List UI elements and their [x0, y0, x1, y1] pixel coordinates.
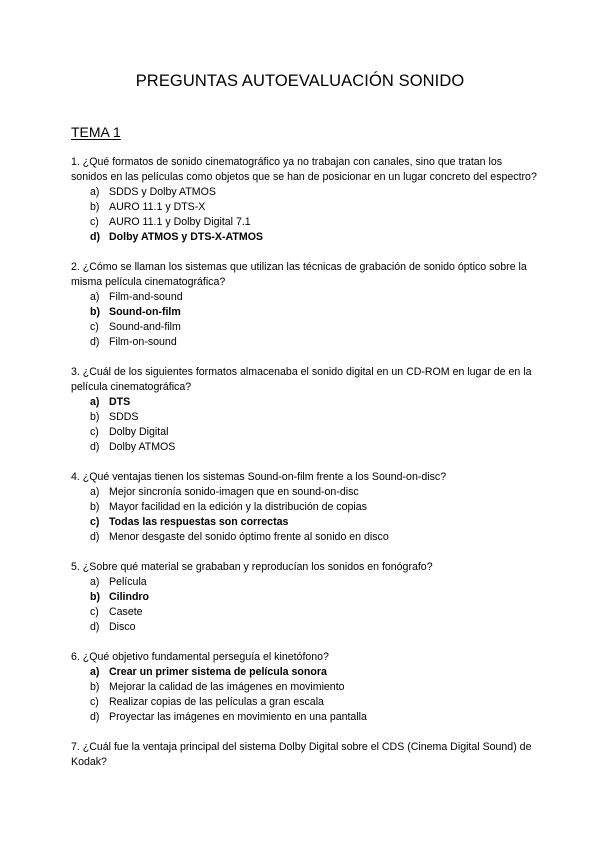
- answer-option: [71, 215, 541, 230]
- answer-option: [71, 440, 541, 455]
- option-letter: b): [90, 306, 100, 318]
- answer-option: [71, 290, 541, 305]
- question-list: [71, 155, 541, 785]
- answer-option: [71, 200, 541, 215]
- answer-options: [71, 395, 541, 455]
- question-block: [71, 560, 541, 635]
- question-text: 6. ¿Qué objetivo fundamental perseguía el kinetófono?: [71, 651, 329, 663]
- option-text: Dolby Digital: [109, 426, 169, 438]
- question-text: 3. ¿Cuál de los siguientes formatos almacenaba el sonido digital en un CD-ROM en lugar de en la película cinematográfica?: [71, 366, 532, 393]
- answer-option: [71, 680, 541, 695]
- option-text: Mejorar la calidad de las imágenes en movimiento: [109, 681, 345, 693]
- option-text: Crear un primer sistema de película sonora: [109, 666, 327, 678]
- answer-option: [71, 500, 541, 515]
- option-text: Dolby ATMOS y DTS-X-ATMOS: [109, 231, 263, 243]
- answer-option: [71, 425, 541, 440]
- option-letter: b): [90, 411, 100, 423]
- answer-option: [71, 320, 541, 335]
- option-letter: a): [90, 666, 100, 678]
- option-letter: c): [90, 606, 99, 618]
- option-text: Sound-on-film: [109, 306, 181, 318]
- answer-options: [71, 185, 541, 245]
- answer-option: [71, 185, 541, 200]
- option-text: Proyectar las imágenes en movimiento en una pantalla: [109, 711, 367, 723]
- answer-option-correct: [71, 395, 541, 410]
- answer-options: [71, 575, 541, 635]
- option-text: AURO 11.1 y DTS-X: [109, 201, 206, 213]
- answer-option: [71, 575, 541, 590]
- option-letter: a): [90, 291, 100, 303]
- answer-options: [71, 485, 541, 545]
- option-letter: d): [90, 531, 100, 543]
- question-text: 7. ¿Cuál fue la ventaja principal del sistema Dolby Digital sobre el CDS (Cinema Digital Sound) de Kodak?: [71, 741, 532, 768]
- option-letter: c): [90, 426, 99, 438]
- answer-option: [71, 605, 541, 620]
- option-letter: d): [90, 621, 100, 633]
- answer-option: [71, 710, 541, 725]
- option-text: AURO 11.1 y Dolby Digital 7.1: [109, 216, 251, 228]
- question-text: 2. ¿Cómo se llaman los sistemas que utilizan las técnicas de grabación de sonido óptico sobre la misma película cinematográfica?: [71, 261, 527, 288]
- answer-option: [71, 335, 541, 350]
- question-block: [71, 650, 541, 725]
- answer-option-correct: [71, 515, 541, 530]
- option-letter: b): [90, 501, 100, 513]
- option-letter: a): [90, 486, 100, 498]
- option-text: Todas las respuestas son correctas: [109, 516, 289, 528]
- option-text: SDDS: [109, 411, 139, 423]
- option-text: Cilindro: [109, 591, 150, 603]
- option-text: Mejor sincronía sonido-imagen que en sound-on-disc: [109, 486, 359, 498]
- option-letter: a): [90, 396, 100, 408]
- answer-option-correct: [71, 305, 541, 320]
- option-text: SDDS y Dolby ATMOS: [109, 186, 216, 198]
- option-letter: d): [90, 336, 100, 348]
- option-letter: c): [90, 516, 100, 528]
- question-block: [71, 470, 541, 545]
- option-letter: b): [90, 681, 100, 693]
- option-letter: d): [90, 231, 100, 243]
- answer-option-correct: [71, 230, 541, 245]
- question-block: [71, 365, 541, 455]
- option-letter: c): [90, 321, 99, 333]
- answer-options: [71, 665, 541, 725]
- question-text: 1. ¿Qué formatos de sonido cinematográfico ya no trabajan con canales, sino que tratan los sonidos en las películas como objetos que se han de posicionar en un lugar concreto del espectro?: [71, 156, 537, 183]
- option-text: Sound-and-film: [109, 321, 181, 333]
- question-block: [71, 260, 541, 350]
- answer-option: [71, 410, 541, 425]
- option-text: Dolby ATMOS: [109, 441, 176, 453]
- option-letter: a): [90, 186, 100, 198]
- question-text: 4. ¿Qué ventajas tienen los sistemas Sound-on-film frente a los Sound-on-disc?: [71, 471, 447, 483]
- section-heading: TEMA 1: [71, 124, 121, 140]
- option-text: Mayor facilidad en la edición y la distribución de copias: [109, 501, 367, 513]
- option-text: Menor desgaste del sonido óptimo frente al sonido en disco: [109, 531, 389, 543]
- option-text: Film-and-sound: [109, 291, 183, 303]
- option-letter: c): [90, 696, 99, 708]
- option-letter: b): [90, 591, 100, 603]
- answer-option: [71, 695, 541, 710]
- answer-option-correct: [71, 665, 541, 680]
- question-block: [71, 155, 541, 245]
- option-text: Disco: [109, 621, 136, 633]
- option-letter: d): [90, 441, 100, 453]
- answer-option: [71, 485, 541, 500]
- option-text: Realizar copias de las películas a gran escala: [109, 696, 324, 708]
- option-text: DTS: [109, 396, 131, 408]
- answer-option: [71, 620, 541, 635]
- option-letter: d): [90, 711, 100, 723]
- option-letter: b): [90, 201, 100, 213]
- answer-option: [71, 530, 541, 545]
- option-text: Película: [109, 576, 147, 588]
- answer-options: [71, 290, 541, 350]
- question-text: 5. ¿Sobre qué material se grababan y reproducían los sonidos en fonógrafo?: [71, 561, 433, 573]
- option-letter: c): [90, 216, 99, 228]
- question-block: [71, 740, 541, 770]
- document-title: PREGUNTAS AUTOEVALUACIÓN SONIDO: [135, 72, 465, 90]
- option-text: Casete: [109, 606, 143, 618]
- answer-option-correct: [71, 590, 541, 605]
- option-text: Film-on-sound: [109, 336, 177, 348]
- option-letter: a): [90, 576, 100, 588]
